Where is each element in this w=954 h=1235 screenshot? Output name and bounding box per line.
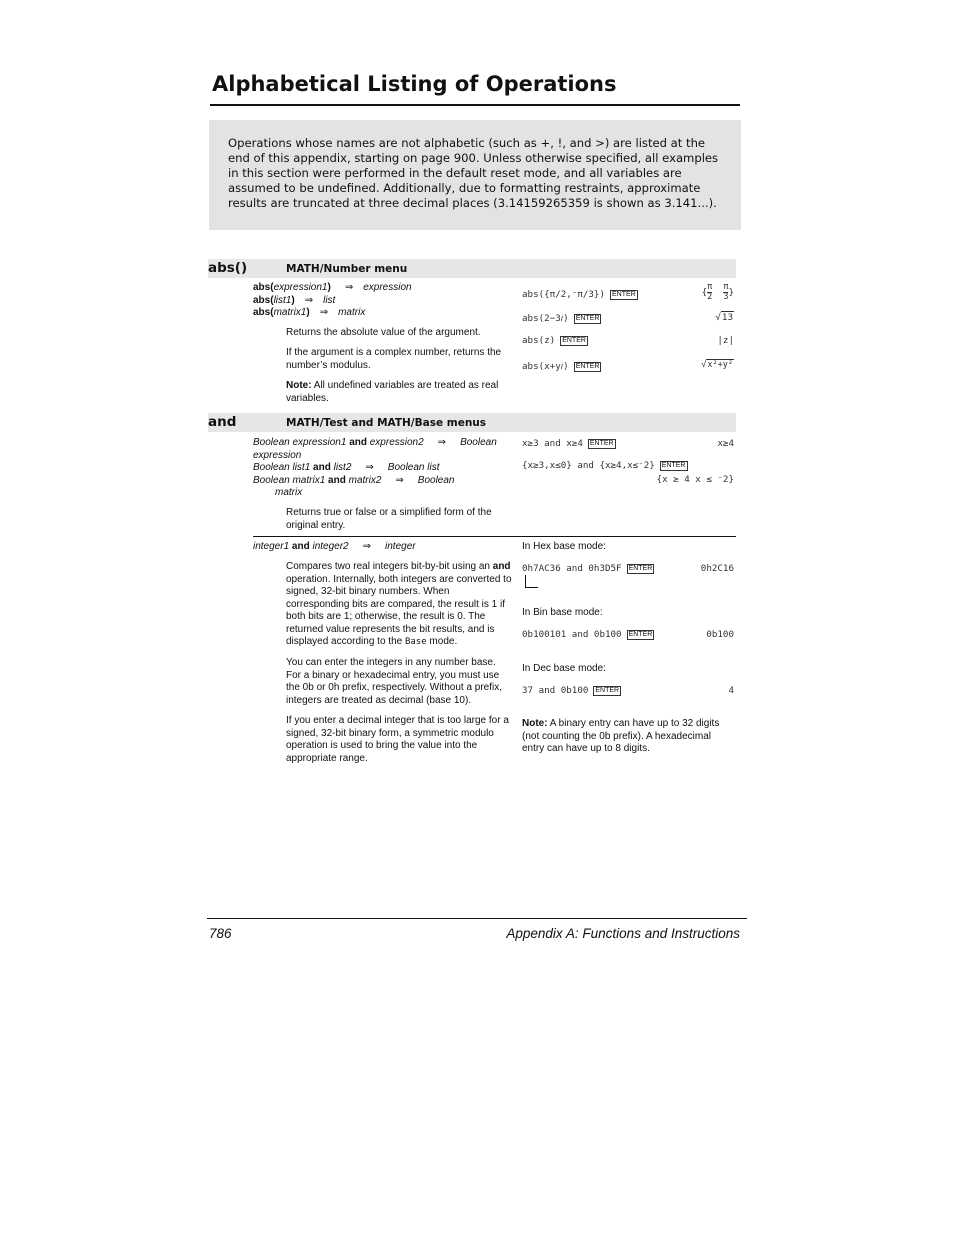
abs-menu: MATH/Number menu xyxy=(286,263,408,275)
and-example-input: {x≥3,x≤0} and {x≥4,x≤⁻2} ENTER xyxy=(522,460,686,471)
abs-example-input: abs(2−3𝑖) ENTER xyxy=(522,313,600,324)
enter-key-icon: ENTER xyxy=(595,687,620,694)
bin-example-input: 0b100101 and 0b100 ENTER xyxy=(522,629,653,640)
enter-key-icon: ENTER xyxy=(575,363,600,370)
section-divider xyxy=(253,536,736,537)
title-rule xyxy=(210,104,740,106)
enter-key-icon: ENTER xyxy=(611,291,636,298)
abs-example-result: { $\frac{\pi}{2}$ $\frac{\pi}{3}$ } xyxy=(701,282,734,302)
page-number: 786 xyxy=(209,926,232,941)
dec-mode-label: In Dec base mode: xyxy=(522,663,606,674)
enter-key-icon: ENTER xyxy=(628,631,653,638)
abs-example-result: |z| xyxy=(717,335,734,346)
page-title: Alphabetical Listing of Operations xyxy=(212,72,617,96)
abs-syntax-line: abs(list1) ⇒ list xyxy=(253,294,336,306)
and-example-input: x≥3 and x≥4 ENTER xyxy=(522,438,614,449)
and-name: and xyxy=(208,414,237,430)
and-header xyxy=(208,413,736,432)
abs-syntax xyxy=(253,282,412,320)
abs-example-input: abs(x+y𝑖) ENTER xyxy=(522,361,600,372)
and-example-result: x≥4 xyxy=(717,438,734,449)
and-syntax-boolean: Boolean expression1 and expression2 ⇒ Boolean expression Boolean list1 and list2 ⇒ Boolean list Boolean matrix1 and matrix2 ⇒ Boolean matrix xyxy=(253,437,497,498)
and-menu: MATH/Test and MATH/Base menus xyxy=(286,417,487,429)
bin-mode-label: In Bin base mode: xyxy=(522,607,603,618)
intro-box xyxy=(209,120,741,230)
cursor-corner-icon xyxy=(525,575,538,588)
dec-example-input: 37 and 0b100 ENTER xyxy=(522,685,620,696)
dec-example-result: 4 xyxy=(728,685,734,696)
and-int-desc3: If you enter a decimal integer that is too large for a signed, 32-bit binary form, a symmetric modulo operation is used to bring the value into the appropriate range. xyxy=(286,715,509,764)
enter-key-icon: ENTER xyxy=(628,565,653,572)
footer-chapter: Appendix A: Functions and Instructions xyxy=(506,926,740,941)
footer-rule xyxy=(207,918,747,919)
hex-mode-label: In Hex base mode: xyxy=(522,541,606,552)
abs-example-result: √13 xyxy=(715,312,733,323)
enter-key-icon: ENTER xyxy=(562,337,586,344)
and-int-desc2: You can enter the integers in any number base. For a binary or hexadecimal entry, you must use the 0b or 0h prefix, respectively. Without a prefix, integers are treated as decimal (base 10). xyxy=(286,657,503,706)
bin-example-result: 0b100 xyxy=(706,629,734,640)
and-int-desc1: Compares two real integers bit-by-bit using an and operation. Internally, both integers are converted to signed, 32-bit binary numbers. When corresponding bits are compared, the result is 1 if both bits are 1; otherwise, the result is 0. The returned value represents the bit results, and is displayed according to the Base mode. xyxy=(286,561,512,647)
abs-example-input: abs({π/2,⁻π/3}) ENTER xyxy=(522,289,636,300)
and-desc: Returns true or false or a simplified form of the original entry. xyxy=(286,507,492,531)
abs-note: Note: All undefined variables are treated as real variables. xyxy=(286,380,499,404)
abs-syntax-line: abs(matrix1) ⇒ matrix xyxy=(253,307,366,318)
hex-example-result: 0h2C16 xyxy=(700,563,734,574)
and-example-result: {x ≥ 4 x ≤ ⁻2} xyxy=(656,474,734,485)
enter-key-icon: ENTER xyxy=(589,440,614,447)
hex-example-input: 0h7AC36 and 0h3D5F ENTER xyxy=(522,563,653,574)
intro-text: Operations whose names are not alphabetic (such as +, !, and >) are listed at the end of this appendix, starting on page 900. Unless otherwise specified, all examples in this section were performed in the default reset mode, and all variables are assumed to be undefined. Additionally, due to formatting restraints, approximate results are truncated at three decimal places (3.14159265359 is shown as 3.141...). xyxy=(228,136,719,210)
enter-key-icon: ENTER xyxy=(575,315,600,322)
abs-syntax-line: abs(expression1) ⇒ expression xyxy=(253,282,412,293)
abs-header xyxy=(208,259,736,278)
abs-example-input: abs(z) ENTER xyxy=(522,335,586,346)
abs-example-result: √x²+y² xyxy=(701,360,733,370)
enter-key-icon: ENTER xyxy=(661,462,686,469)
and-syntax-integer: integer1 and integer2 ⇒ integer xyxy=(253,541,416,552)
abs-desc2: If the argument is a complex number, returns the number’s modulus. xyxy=(286,347,502,371)
and-note: Note: A binary entry can have up to 32 digits (not counting the 0b prefix). A hexadecimal entry can have up to 8 digits. xyxy=(522,718,720,754)
abs-name: abs() xyxy=(208,260,248,276)
abs-desc1: Returns the absolute value of the argument. xyxy=(286,327,481,338)
